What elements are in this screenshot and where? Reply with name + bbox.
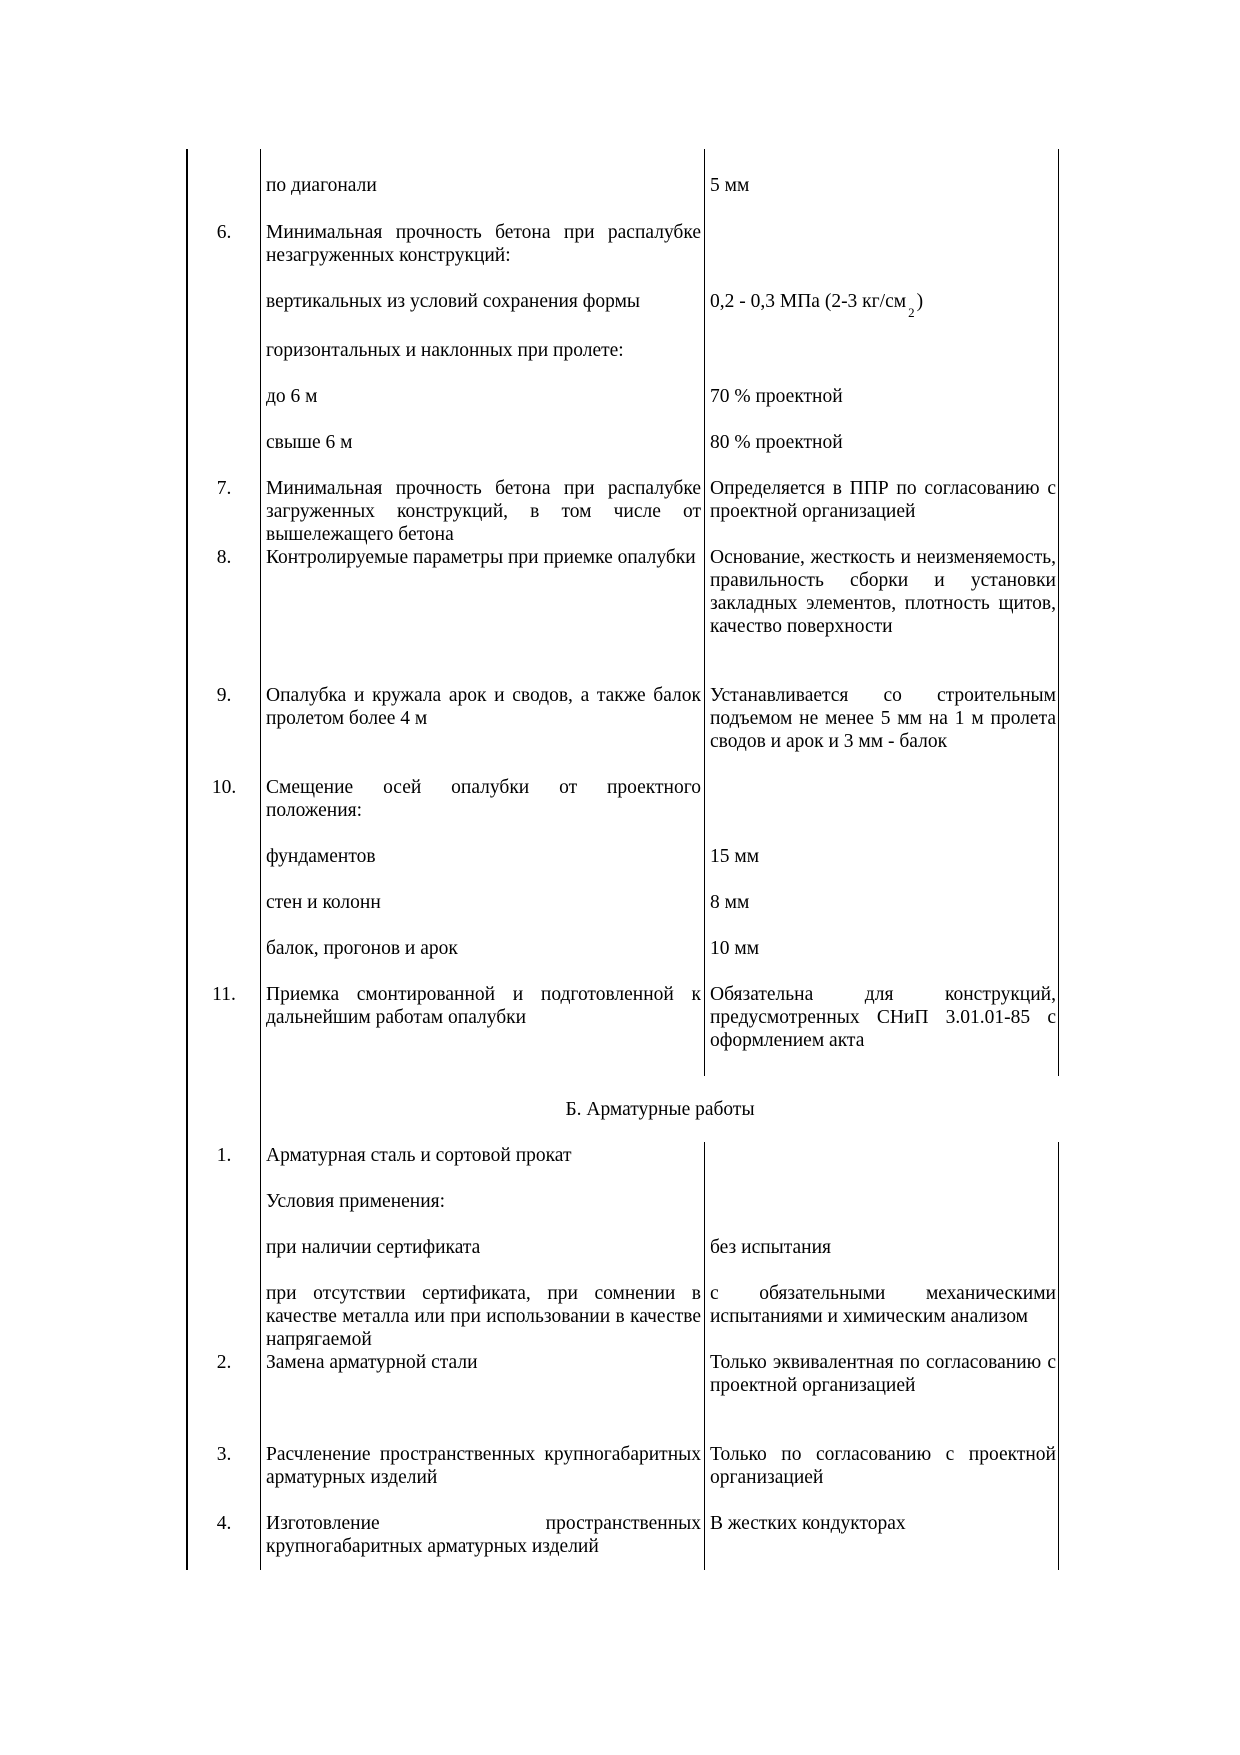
b-row-1b-param: при наличии сертификата xyxy=(266,1237,481,1258)
b-row-3-param: Расчленение пространственных крупногабаритных арматурных изделий xyxy=(266,1444,701,1488)
row-6d-param: свыше 6 м xyxy=(266,432,353,453)
row-8-value: Основание, жесткость и неизменяемость, правильность сборки и установки закладных элементов, плотность щитов, качество поверхности xyxy=(710,547,1056,637)
row-6-number: 6. xyxy=(216,222,232,243)
row-6a-param: вертикальных из условий сохранения формы xyxy=(266,291,641,312)
b-row-1-number: 1. xyxy=(216,1145,232,1166)
row-10c-value: 10 мм xyxy=(710,938,760,959)
row-6d-value: 80 % проектной xyxy=(710,432,843,453)
b-row-1c-param: при отсутствии сертификата, при сомнении в качестве металла или при использовании в качестве напрягаемой xyxy=(266,1283,701,1350)
row-6c-value: 70 % проектной xyxy=(710,386,843,407)
row-9-param: Опалубка и кружала арок и сводов, а также балок пролетом более 4 м xyxy=(266,685,701,729)
row-10-number: 10. xyxy=(211,777,237,798)
row-10c-param: балок, прогонов и арок xyxy=(266,938,458,959)
b-row-2-number: 2. xyxy=(216,1352,232,1373)
b-row-3-number: 3. xyxy=(216,1444,232,1465)
table-right-border-upper xyxy=(1058,149,1059,1076)
row-10b-param: стен и колонн xyxy=(266,892,381,913)
row-6a-value xyxy=(710,290,1056,320)
row-7-value: Определяется в ППР по согласованию с проектной организацией xyxy=(710,478,1056,522)
row-diagonal-value: 5 мм xyxy=(710,175,750,196)
b-row-2-param: Замена арматурной стали xyxy=(266,1352,478,1373)
b-row-1a-param: Условия применения: xyxy=(266,1191,446,1212)
b-row-1c-value: с обязательными механическими испытаниями и химическим анализом xyxy=(710,1283,1056,1327)
row-6b-param: горизонтальных и наклонных при пролете: xyxy=(266,340,624,361)
row-6a-value-text: 0,2 - 0,3 МПа (2-3 кг/см xyxy=(710,291,907,312)
row-8-number: 8. xyxy=(216,547,232,568)
row-6a-value-subscript: 2 xyxy=(908,305,915,320)
section-b-heading: Б. Арматурные работы xyxy=(565,1099,755,1120)
row-6c-param: до 6 м xyxy=(266,386,318,407)
column-divider-2-upper xyxy=(704,149,705,1076)
b-row-4-param: Изготовление пространственных крупногабаритных арматурных изделий xyxy=(266,1513,701,1557)
row-10a-value: 15 мм xyxy=(710,846,760,867)
b-row-4-value: В жестких кондукторах xyxy=(710,1513,906,1534)
row-10b-value: 8 мм xyxy=(710,892,750,913)
b-row-4-number: 4. xyxy=(216,1513,232,1534)
table-right-border-lower xyxy=(1058,1142,1059,1570)
column-divider-2-lower xyxy=(704,1142,705,1570)
row-11-param: Приемка смонтированной и подготовленной к дальнейшим работам опалубки xyxy=(266,984,701,1028)
row-10a-param: фундаментов xyxy=(266,846,376,867)
row-11-number: 11. xyxy=(212,984,236,1005)
column-divider-1 xyxy=(260,149,261,1570)
row-9-number: 9. xyxy=(216,685,232,706)
row-7-param: Минимальная прочность бетона при распалубке загруженных конструкций, в том числе от вышележащего бетона xyxy=(266,478,701,545)
row-11-value: Обязательна для конструкций, предусмотренных СНиП 3.01.01-85 с оформлением акта xyxy=(710,984,1056,1051)
row-7-number: 7. xyxy=(216,478,232,499)
b-row-3-value: Только по согласованию с проектной организацией xyxy=(710,1444,1056,1488)
row-6-param: Минимальная прочность бетона при распалубке незагруженных конструкций: xyxy=(266,222,701,266)
row-10-param: Смещение осей опалубки от проектного положения: xyxy=(266,777,701,821)
b-row-1-param: Арматурная сталь и сортовой прокат xyxy=(266,1145,572,1166)
row-9-value: Устанавливается со строительным подъемом не менее 5 мм на 1 м пролета сводов и арок и 3 мм - балок xyxy=(710,685,1056,752)
row-8-param: Контролируемые параметры при приемке опалубки xyxy=(266,547,696,568)
b-row-2-value: Только эквивалентная по согласованию с проектной организацией xyxy=(710,1352,1056,1396)
row-diagonal-param: по диагонали xyxy=(266,175,377,196)
b-row-1b-value: без испытания xyxy=(710,1237,832,1258)
row-6a-value-close: ) xyxy=(916,291,924,312)
